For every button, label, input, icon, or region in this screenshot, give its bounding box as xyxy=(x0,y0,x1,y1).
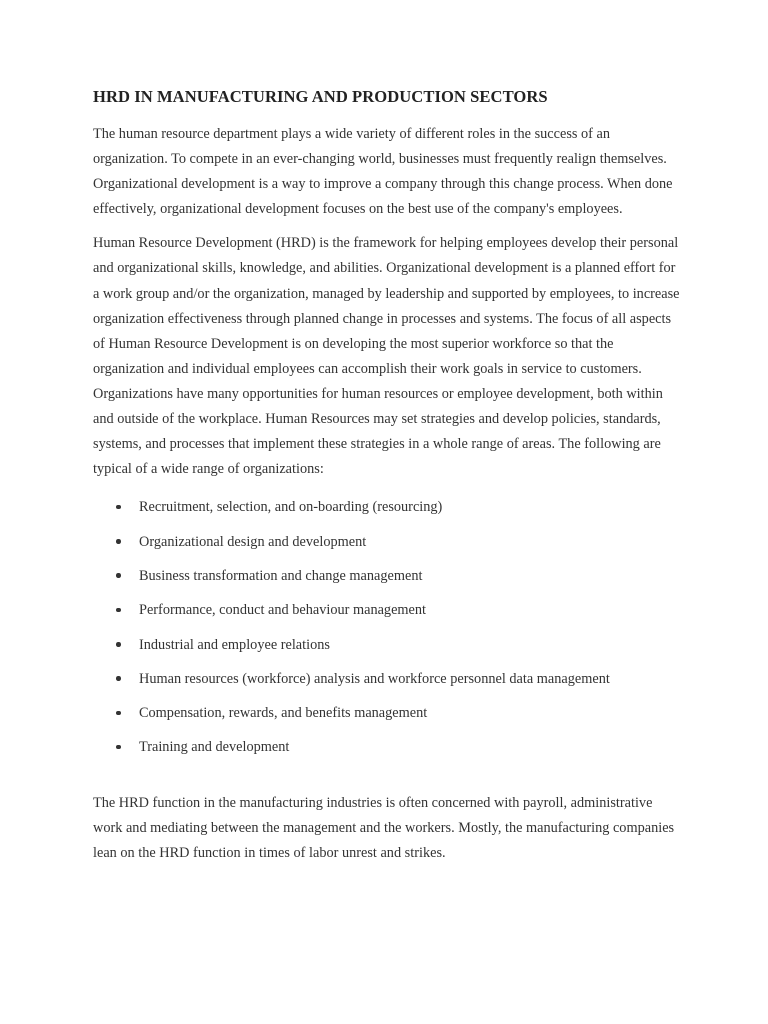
bullet-item-resourcing xyxy=(93,497,683,531)
bullet-dot-icon xyxy=(116,745,121,750)
bullet-text: Compensation, rewards, and benefits management xyxy=(139,705,428,722)
bullet-dot-icon xyxy=(116,573,121,578)
bullet-dot-icon xyxy=(116,676,121,681)
bullet-item-relations xyxy=(93,635,683,669)
bullet-dot-icon xyxy=(116,642,121,647)
paragraph-manufacturing: The HRD function in the manufacturing industries is often concerned with payroll, administrative work and mediating between the management and the workers. Mostly, the manufacturing companies lean on the HRD function in times of labor unrest and strikes. xyxy=(93,794,675,861)
paragraph-intro: The human resource department plays a wide variety of different roles in the success of an organization. To compete in an ever-changing world, businesses must frequently realign themselves. Organizational development is a way to improve a company through this change process. When done effectively, organizational development focuses on the best use of the company's employees. xyxy=(93,126,673,218)
bullet-dot-icon xyxy=(116,711,121,716)
document-title: HRD IN MANUFACTURING AND PRODUCTION SECTORS xyxy=(93,87,548,106)
paragraph-hrd-definition: Human Resource Development (HRD) is the framework for helping employees develop their personal and organizational skills, knowledge, and abilities. Organizational development is a planned effort for a work group and/or the organization, managed by leadership and supported by employees, to increase organization effectiveness through planned change in processes and systems. The focus of all aspects of Human Resource Development is on developing the most superior workforce so that the organization and individual employees can accomplish their work goals in service to customers. Organizations have many opportunities for human resources or employee development, both within and outside of the workplace. Human Resources may set strategies and develop policies, standards, systems, and processes that implement these strategies in a whole range of areas. The following are typical of a wide range of organizations: xyxy=(93,235,680,478)
bullet-item-training xyxy=(93,737,683,771)
bullet-text: Organizational design and development xyxy=(139,533,367,550)
bullet-text: Business transformation and change management xyxy=(139,567,423,584)
bullet-item-performance xyxy=(93,600,683,634)
bullet-text: Industrial and employee relations xyxy=(139,636,330,653)
bullet-text: Training and development xyxy=(139,739,290,756)
bullet-dot-icon xyxy=(116,539,121,544)
bullet-item-compensation xyxy=(93,703,683,737)
bullet-item-org-design xyxy=(93,532,683,566)
bullet-dot-icon xyxy=(116,608,121,613)
bullet-list xyxy=(93,497,683,771)
bullet-item-transformation xyxy=(93,566,683,600)
bullet-dot-icon xyxy=(116,505,121,510)
bullet-text: Performance, conduct and behaviour management xyxy=(139,602,427,619)
bullet-item-workforce-analysis xyxy=(93,669,683,703)
bullet-text: Recruitment, selection, and on-boarding (resourcing) xyxy=(139,499,443,516)
bullet-text: Human resources (workforce) analysis and workforce personnel data management xyxy=(139,670,610,687)
document-page xyxy=(93,86,683,866)
